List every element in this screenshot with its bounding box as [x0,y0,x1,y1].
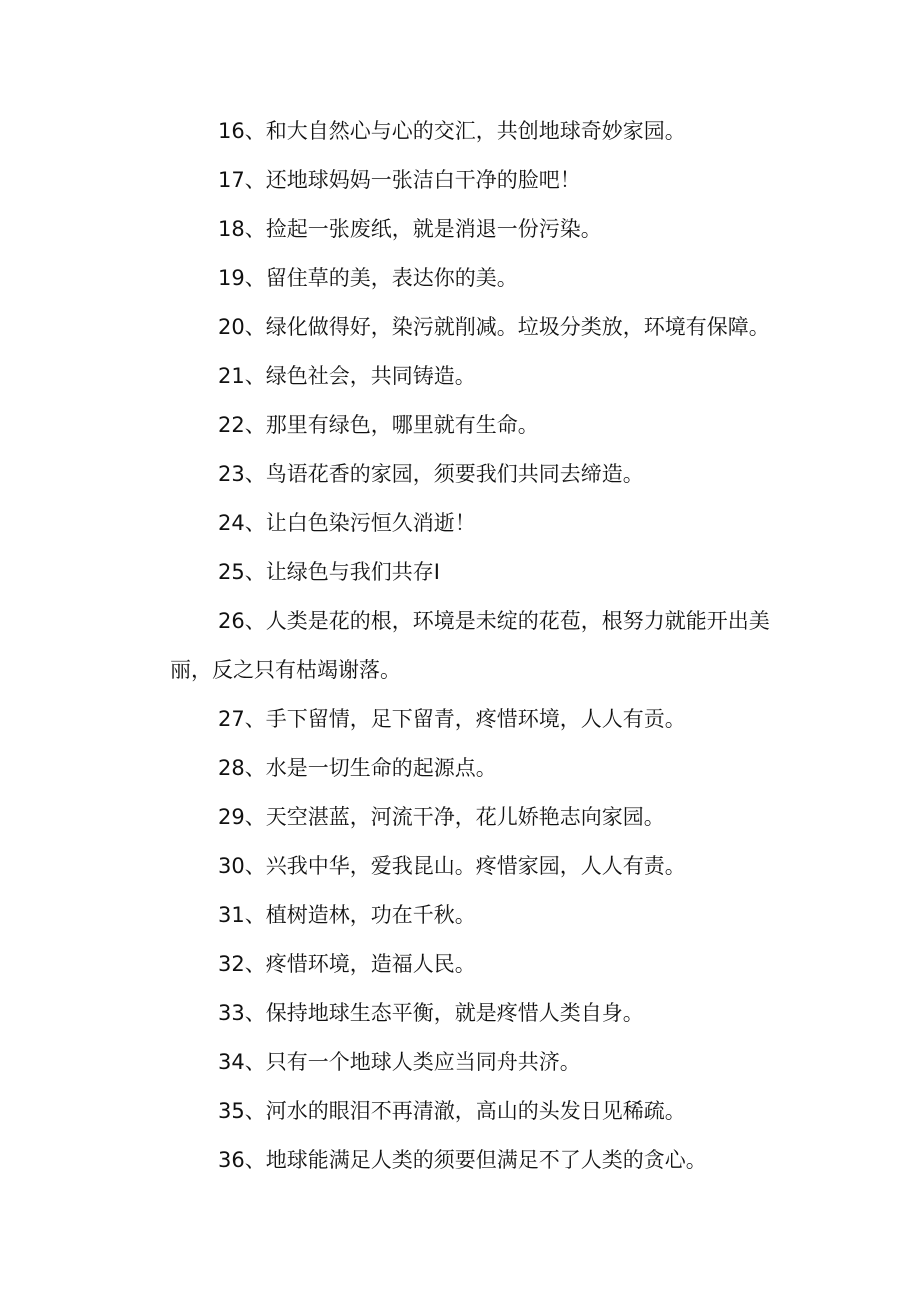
item-number: 18、 [218,217,266,241]
item-text: 和大自然心与心的交汇，共创地球奇妙家园。 [265,119,686,143]
list-item [170,744,790,793]
list-item [170,107,790,156]
item-number: 30、 [218,854,266,878]
item-number: 27、 [218,707,266,731]
item-text: 保持地球生态平衡，就是疼惜人类自身。 [265,1001,644,1025]
item-number: 31、 [218,903,266,927]
list-item [170,891,790,940]
item-number: 22、 [218,413,266,437]
item-number: 34、 [218,1050,266,1074]
item-number: 25、 [218,560,266,584]
item-text: 手下留情，足下留青，疼惜环境，人人有贡。 [265,707,686,731]
item-number: 36、 [218,1148,266,1172]
list-item [170,205,790,254]
list-item [170,1038,790,1087]
list-item [170,940,790,989]
item-text: 地球能满足人类的须要但满足不了人类的贪心。 [265,1148,707,1172]
list-item [170,254,790,303]
item-number: 16、 [218,119,266,143]
item-text: 天空湛蓝，河流干净，花儿娇艳志向家园。 [265,805,665,829]
list-item [170,352,790,401]
list-item [170,450,790,499]
list-item [170,842,790,891]
item-text: 那里有绿色，哪里就有生命。 [265,413,539,437]
item-number: 19、 [218,266,266,290]
item-text: 植树造林，功在千秋。 [265,903,476,927]
item-number: 23、 [218,462,266,486]
item-number: 26、 [218,609,266,633]
item-text: 让白色染污恒久消逝！ [265,511,476,535]
list-item [170,695,790,744]
item-text: 绿色社会，共同铸造。 [265,364,476,388]
item-number: 21、 [218,364,266,388]
list-item [170,156,790,205]
item-text: 水是一切生命的起源点。 [265,756,497,780]
item-number: 29、 [218,805,266,829]
item-text: 只有一个地球人类应当同舟共济。 [265,1050,581,1074]
item-text: 河水的眼泪不再清澈，高山的头发日见稀疏。 [265,1099,686,1123]
list-item [170,597,790,646]
list-item [170,401,790,450]
item-text-continuation: 丽，反之只有枯竭谢落。 [170,658,401,682]
item-number: 35、 [218,1099,266,1123]
item-text: 留住草的美，表达你的美。 [265,266,518,290]
list-item [170,303,790,352]
item-text: 让绿色与我们共存I [265,560,440,584]
list-item [170,548,790,597]
item-text: 疼惜环境，造福人民。 [265,952,476,976]
item-number: 32、 [218,952,266,976]
item-text: 人类是花的根，环境是未绽的花苞，根努力就能开出美 [265,609,770,633]
item-text: 兴我中华，爱我昆山。疼惜家园，人人有责。 [265,854,686,878]
list-item [170,793,790,842]
item-text: 鸟语花香的家园，须要我们共同去缔造。 [265,462,644,486]
item-number: 24、 [218,511,266,535]
list-item [170,1087,790,1136]
list-item [170,1136,790,1185]
item-number: 20、 [218,315,266,339]
list-item [170,989,790,1038]
item-number: 33、 [218,1001,266,1025]
document-body [170,107,790,1185]
item-text: 绿化做得好，染污就削减。垃圾分类放，环境有保障。 [265,315,770,339]
item-text: 还地球妈妈一张洁白干净的脸吧！ [265,168,581,192]
item-number: 28、 [218,756,266,780]
item-number: 17、 [218,168,266,192]
item-text: 捡起一张废纸，就是消退一份污染。 [265,217,602,241]
list-item [170,499,790,548]
